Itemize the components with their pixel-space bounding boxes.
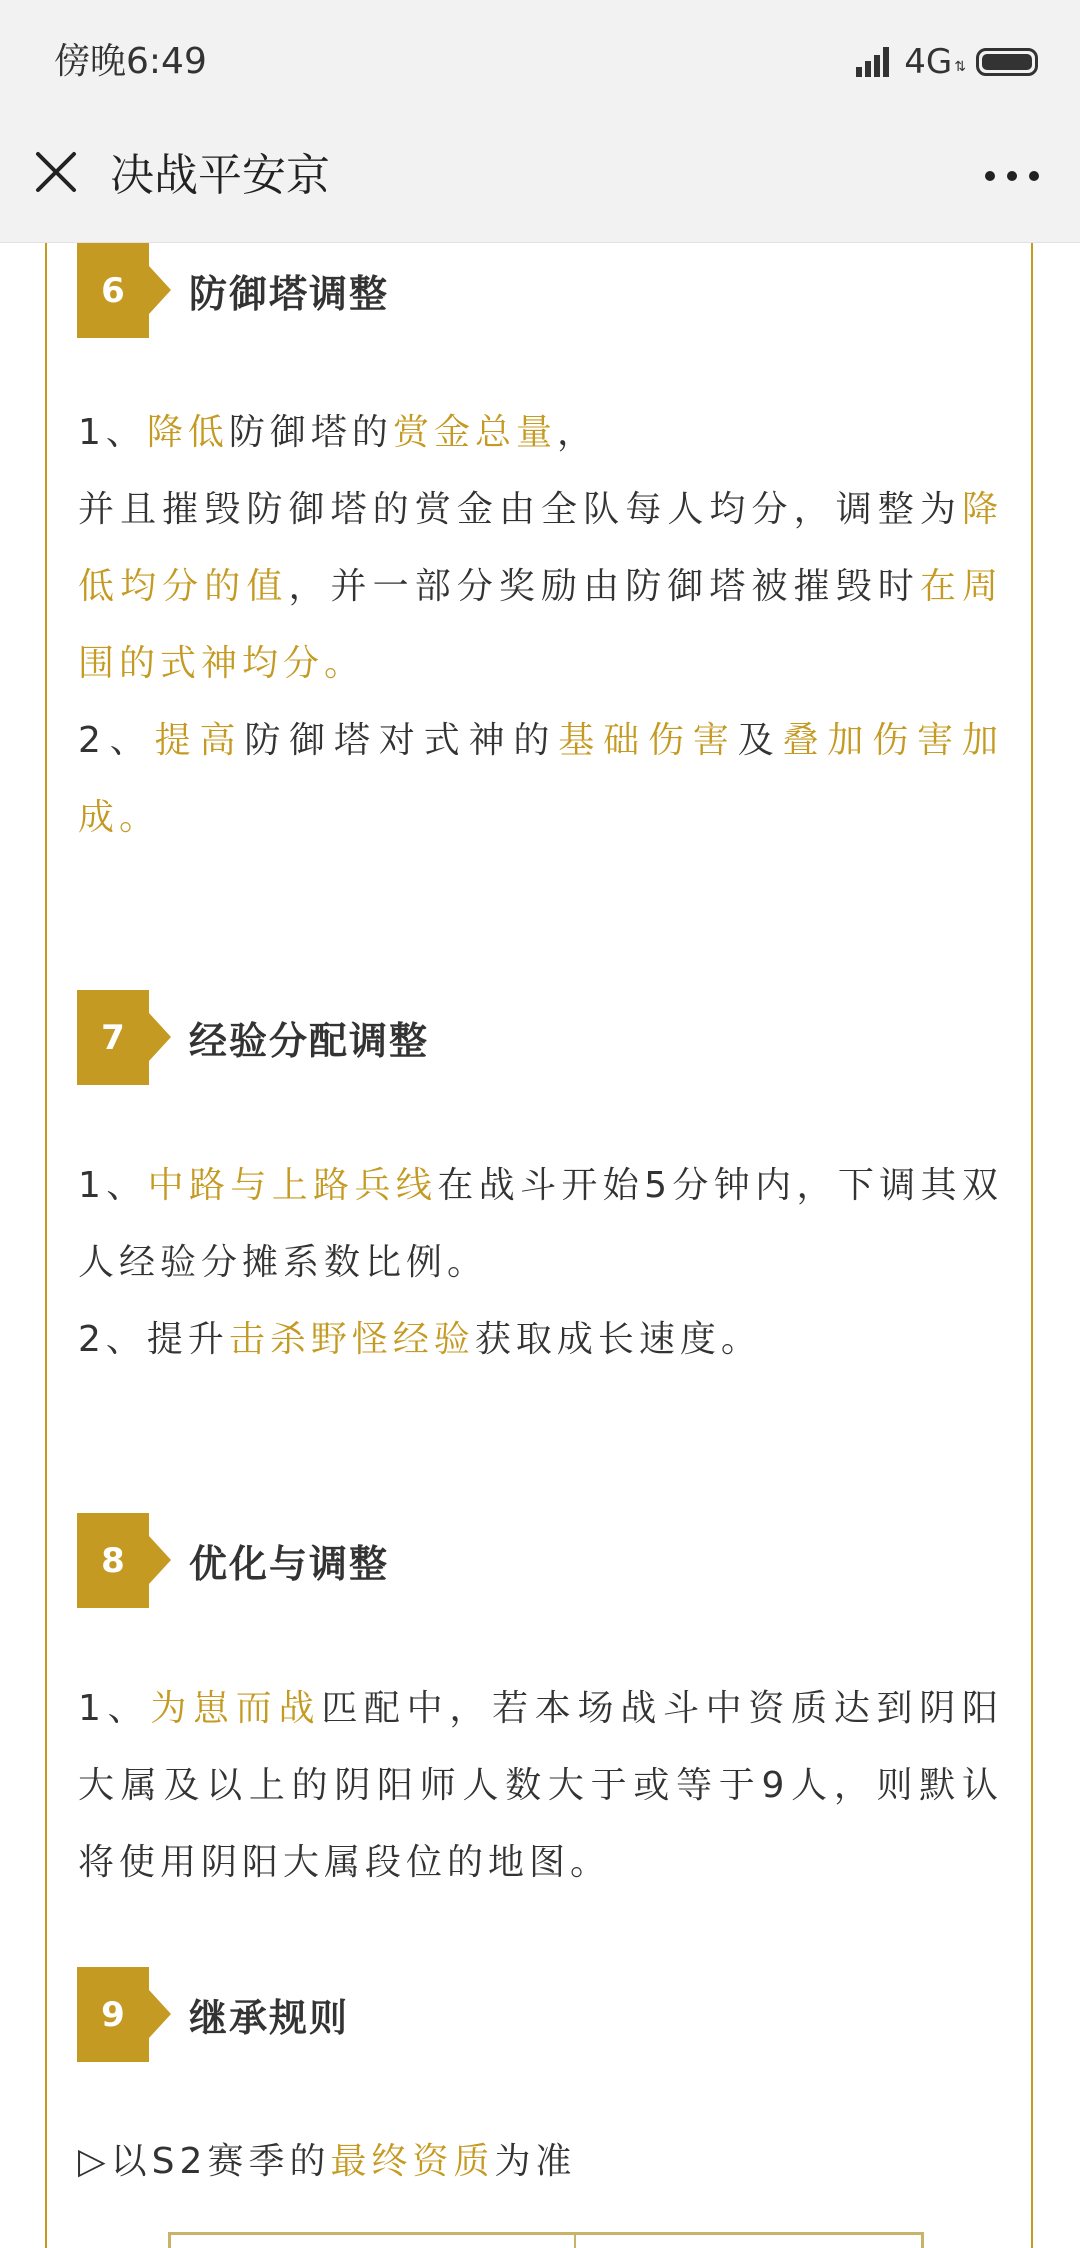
text-run: 及: [737, 720, 783, 761]
section-number-badge: 6: [77, 243, 149, 338]
section-header-6: [77, 243, 389, 338]
highlight-run: 提高: [154, 720, 245, 761]
section-header-9: [77, 1967, 349, 2062]
highlight-run: 中路与上路兵线: [147, 1165, 438, 1206]
article-content: [0, 243, 1080, 2248]
status-indicators: [856, 40, 1038, 84]
highlight-run: 为崽而战: [150, 1688, 322, 1729]
section-number-badge: 8: [77, 1513, 149, 1608]
page-title: 决战平安京: [110, 150, 330, 201]
text-run: 防御塔的: [228, 412, 393, 453]
section-7-line-1: [78, 1147, 1003, 1301]
highlight-run: 叠加伤害加成。: [78, 720, 1003, 838]
section-7-line-2: [78, 1301, 1003, 1378]
status-bar: [0, 0, 1080, 124]
section-title: 优化与调整: [189, 1542, 390, 1586]
section-header-7: [77, 990, 429, 1085]
highlight-run: 在周围的式神均分。: [78, 566, 1003, 684]
text-run: ，并一部分奖励由防御塔被摧毁时: [288, 566, 920, 607]
signal-bars-icon: [856, 47, 892, 77]
section-8-line-1: [78, 1670, 1003, 1901]
rules-table: [168, 2232, 924, 2248]
text-run: 1、: [78, 1688, 151, 1729]
text-run: 获取成长速度。: [474, 1319, 762, 1360]
highlight-run: 击杀野怪经验: [228, 1319, 475, 1360]
text-run: 在战斗开始5分钟内，下调其双人经验分摊系数比例。: [78, 1165, 1003, 1283]
section-title: 防御塔调整: [189, 272, 390, 316]
highlight-run: 赏金总量: [392, 412, 557, 453]
section-title: 继承规则: [189, 1996, 350, 2040]
text-run: 并且摧毁防御塔的赏金由全队每人均分，调整为: [78, 489, 962, 530]
highlight-run: 基础伤害: [558, 720, 738, 761]
section-6-line-1: [78, 394, 1003, 471]
highlight-run: 最终资质: [330, 2141, 495, 2182]
close-icon[interactable]: [34, 150, 78, 194]
text-run: 2、提升: [78, 1319, 229, 1360]
section-title: 经验分配调整: [189, 1019, 430, 1063]
text-run: 防御塔对式神的: [244, 720, 559, 761]
text-run: 为准: [494, 2141, 577, 2182]
section-6-line-3: [78, 702, 1003, 856]
section-9-line-1: [78, 2123, 1003, 2200]
more-options-icon[interactable]: [984, 170, 1040, 182]
table-column-divider: [574, 2235, 576, 2248]
section-number-badge: 9: [77, 1967, 149, 2062]
network-type: 4G: [904, 42, 953, 82]
section-header-8: [77, 1513, 389, 1608]
text-run: ，: [556, 412, 598, 453]
highlight-run: 降低: [146, 412, 229, 453]
text-run: ▷以S2赛季的: [78, 2141, 331, 2182]
text-run: 1、: [78, 1165, 148, 1206]
text-run: 2、: [78, 720, 155, 761]
section-6-line-2: [78, 471, 1003, 702]
section-number-badge: 7: [77, 990, 149, 1085]
data-activity-icon: ⇅: [954, 59, 966, 75]
highlight-run: 降低均分的值: [78, 489, 1003, 607]
text-run: 1、: [78, 412, 147, 453]
battery-icon: [976, 48, 1038, 76]
status-time: 傍晚6:49: [54, 41, 207, 82]
text-run: 匹配中，若本场战斗中资质达到阴阳大属及以上的阴阳师人数大于或等于9人，则默认将使用阴阳大属段位的地图。: [78, 1688, 1003, 1883]
